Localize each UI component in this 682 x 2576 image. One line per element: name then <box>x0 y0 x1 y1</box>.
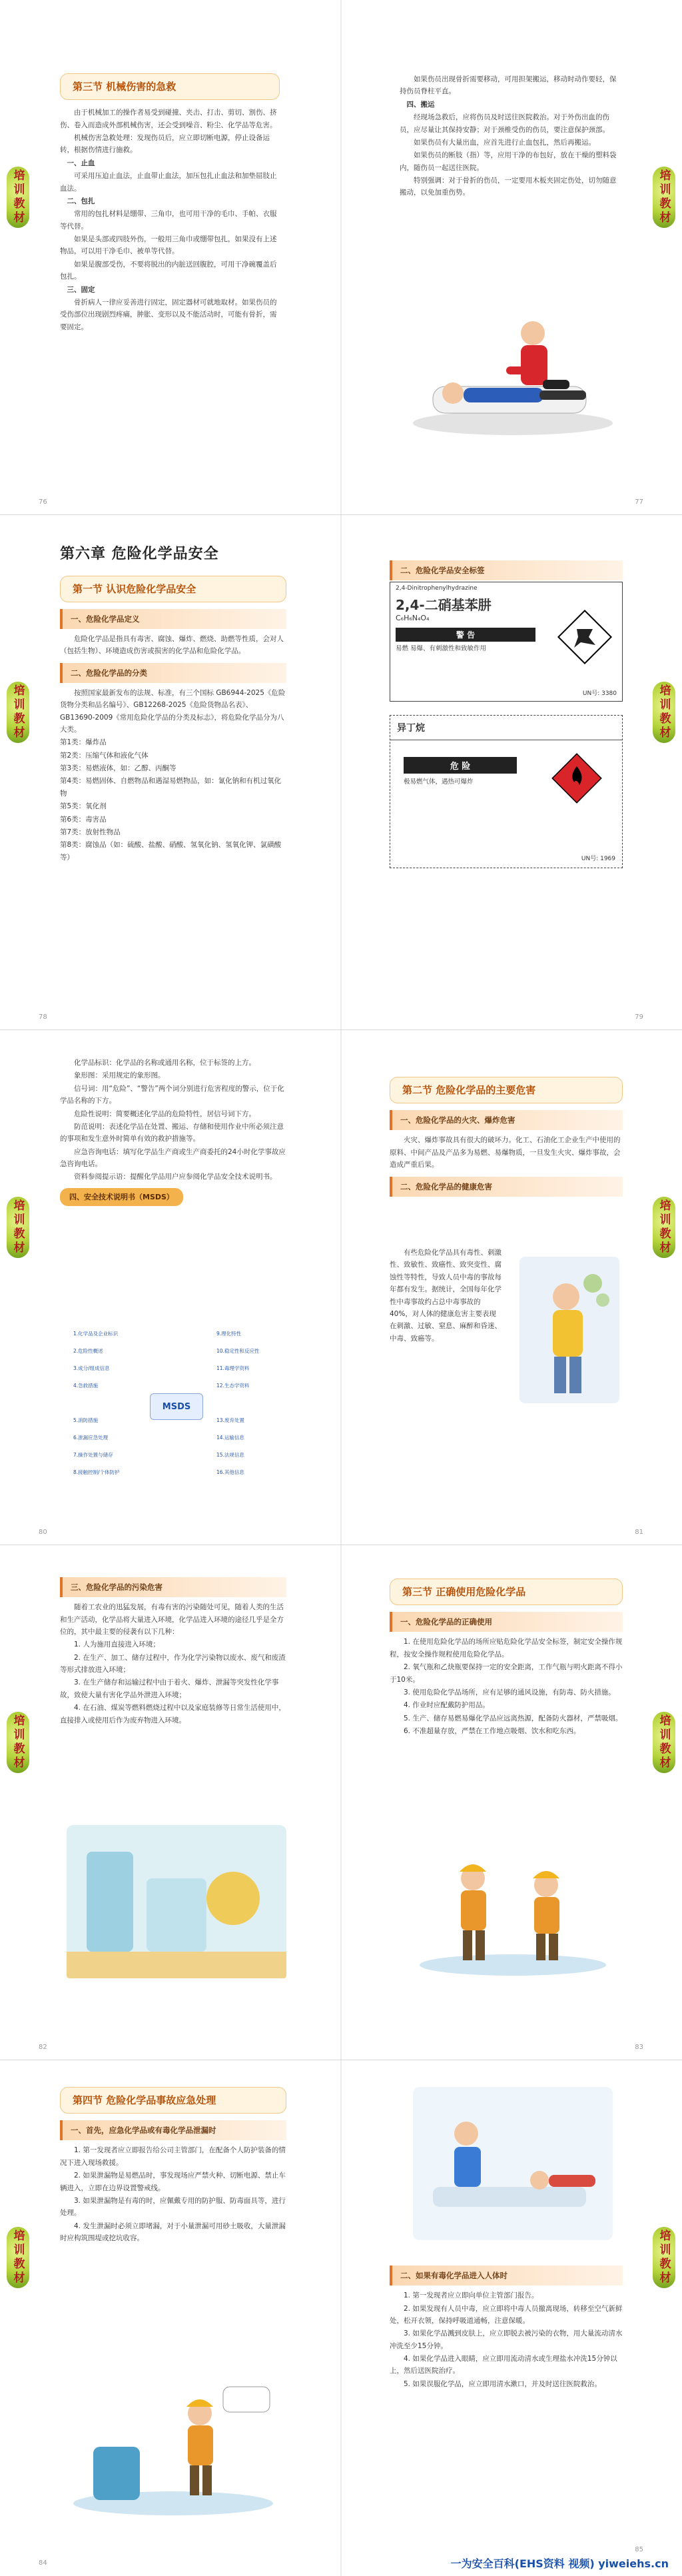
paragraph: 经现场急救后，应将伤员及时送往医院救治。对于外伤出血的伤员，应尽量让其保持安静；对于颈椎受伤的伤员，要注意保护颈部。 <box>400 113 609 134</box>
msds-item: 1.化学品及企业标识 <box>73 1331 119 1337</box>
paragraph: 火灾、爆炸事故具有很大的破坏力。化工、石油化工企业生产中使用的原料、中间产品及产品多为易燃、易爆物质，一旦发生火灾、爆炸事故，会造成严重后果。 <box>390 1136 621 1169</box>
paragraph: 危险化学品是指具有毒害、腐蚀、爆炸、燃烧、助燃等性质，会对人（包括生物）、环境造成伤害或损害的化学品和危险化学品。 <box>60 634 284 656</box>
subheading-bar: 二、危险化学品安全标签 <box>390 560 623 580</box>
paragraph: 可采用压迫止血法，止血带止血法，加压包扎止血法和加垫屈肢止血法。 <box>60 172 277 193</box>
paragraph: 1. 第一发现者应立即报告给公司主管部门，在配备个人防护装备的情况下进入现场救援。 <box>60 2146 286 2167</box>
msds-item: 10.稳定性和反应性 <box>216 1348 260 1354</box>
left-page-column <box>60 542 286 864</box>
spread-3 <box>0 1030 682 1545</box>
spread-4 <box>0 1545 682 2060</box>
paragraph: 5. 生产、储存易燃易爆化学品应远离热源，配备防火器材，严禁吸烟。 <box>404 1714 623 1722</box>
side-tab-right: 培训教材 <box>653 1712 675 1773</box>
paragraph: 6. 不准超量存放，严禁在工作地点吸烟、饮水和吃东西。 <box>404 1727 581 1735</box>
subheading-bar: 一、危险化学品的正确使用 <box>390 1612 623 1632</box>
paragraph: 3. 使用危险化学品场所，应有足够的通风设施，有防毒、防火措施。 <box>404 1688 615 1696</box>
section-title: 第四节 危险化学品事故应急处理 <box>60 2087 286 2114</box>
safety-label-card <box>390 582 623 702</box>
worker-poisoning-illustration <box>513 1243 626 1417</box>
chemical-formula: C₆H₆N₄O₄ <box>396 614 430 622</box>
paragraph: 4. 在石油、煤炭等燃料燃烧过程中以及家庭装修等日常生活使用中，直接排入或使用后作为废弃物进入环境。 <box>60 1704 286 1724</box>
paragraph: 骨折病人一律应妥善进行固定，固定器材可就地取材。如果伤员的受伤部位出现剧烈疼痛，肿胀、变形以及不能活动时，可能有骨折，需要固定。 <box>60 298 277 331</box>
side-tab-right: 培训教材 <box>653 2227 675 2288</box>
paragraph: 由于机械加工的操作者易受到碰撞、夹击、打击、剪切、割伤、挤伤、卷入而造成外部机械伤害，还会受到噪音、粉尘、化学品等危害。 <box>60 109 277 129</box>
signal-word: 危 险 <box>404 757 517 774</box>
paragraph: 3. 如果化学品溅到皮肤上，应立即脱去被污染的衣物，用大量流动清水冲洗至少15分钟。 <box>390 2329 623 2350</box>
subheading-bar: 二、如果有毒化学品进入人体时 <box>390 2265 623 2285</box>
first-aid-illustration <box>406 287 619 440</box>
msds-item: 4.急救措施 <box>73 1383 99 1389</box>
msds-item: 15.法规信息 <box>216 1452 244 1458</box>
page-number: 85 <box>635 2546 643 2553</box>
chemical-name-en: 2,4-Dinitrophenylhydrazine <box>396 585 478 592</box>
spread-5 <box>0 2060 682 2576</box>
hazard-statement: 极易燃气体，遇热可爆炸 <box>404 778 474 786</box>
paragraph: 象形图：采用规定的象形图。 <box>74 1071 165 1080</box>
paragraph: 5. 如果误服化学品，应立即用清水漱口，并及时送往医院救治。 <box>404 2379 601 2388</box>
class-item: 第4类：易燃固体、自燃物品和遇湿易燃物品，如：氰化钠和有机过氧化物 <box>60 777 282 798</box>
paragraph: 1. 第一发现者应立即向单位主管部门报告。 <box>404 2291 539 2300</box>
spine-divider <box>340 515 342 1030</box>
side-tab-right: 培训教材 <box>653 682 675 743</box>
page-number: 76 <box>39 498 47 506</box>
rescue-illustration <box>413 2087 613 2240</box>
page-number: 81 <box>635 1529 643 1536</box>
left-page-column <box>60 2087 286 2245</box>
paragraph: 随着工农业的迅猛发展，有毒有害的污染随处可见，随着人类的生活和生产活动，化学品将大量进入环境，化学品进入环境的途径几乎是全方位的，其中最主要的侵袭有以下几种： <box>60 1603 284 1636</box>
flammable-gas-icon <box>551 753 602 804</box>
chapter-title: 第六章 危险化学品安全 <box>60 546 219 562</box>
subheading: 三、固定 <box>67 285 95 294</box>
right-page-column <box>390 2260 623 2391</box>
explosive-hazard-icon <box>557 609 613 665</box>
chemical-lab-illustration <box>67 1825 286 1978</box>
spine-divider <box>340 2060 342 2576</box>
subheading: 二、包扎 <box>67 197 95 205</box>
right-page-column <box>390 1077 623 1201</box>
msds-item: 7.操作处置与储存 <box>73 1452 113 1458</box>
class-item: 第6类：毒害品 <box>60 815 107 824</box>
msds-item: 2.危险性概述 <box>73 1348 103 1354</box>
subheading-bar: 一、首先，应急化学品或有毒化学品泄漏时 <box>60 2120 286 2140</box>
msds-item: 12.生态学资料 <box>216 1383 250 1389</box>
paragraph: 防范说明：表述化学品在处置、搬运、存储和使用作业中所必须注意的事项和发生意外时简单有效的救护措施等。 <box>60 1122 284 1143</box>
paragraph: 特别强调：对于骨折的伤员，一定要用木板夹固定伤处，切勿随意搬动，以免加重伤势。 <box>400 177 617 197</box>
paragraph: 2. 在生产、加工、储存过程中，作为化学污染物以废水、废气和废渣等形式排放进入环境； <box>60 1653 286 1674</box>
paragraph: 常用的包扎材料是绷带、三角巾，也可用干净的毛巾、手帕、衣服等代替。 <box>60 210 277 231</box>
health-hazard-text <box>390 1247 503 1345</box>
un-number: UN号: 3380 <box>582 690 617 697</box>
subheading: 一、止血 <box>67 159 95 167</box>
paragraph: 如果是腹部受伤，不要将脱出的内脏送回腹腔，可用干净碗覆盖后包扎。 <box>60 260 277 281</box>
subheading: 四、搬运 <box>406 100 435 109</box>
side-tab-left: 培训教材 <box>7 2227 29 2288</box>
left-page-column <box>60 1572 286 1727</box>
paragraph: 4. 如果化学品进入眼睛，应立即用流动清水或生理盐水冲洗15分钟以上，然后送医院治疗。 <box>390 2355 617 2375</box>
left-page-column <box>60 1057 286 1210</box>
page-number: 79 <box>635 1013 643 1021</box>
leak-response-illustration <box>67 2373 280 2520</box>
msds-item: 14.运输信息 <box>216 1435 244 1441</box>
paragraph: 如果是头部或四肢外伤，一般用三角巾或绷带包扎，如果没有上述物品，可以用干净毛巾、被单等代替。 <box>60 235 277 256</box>
msds-item: 9.理化特性 <box>216 1331 242 1337</box>
spine-divider <box>340 0 342 515</box>
un-number: UN号: 1969 <box>581 856 615 862</box>
page-number: 77 <box>635 498 643 506</box>
paragraph: 2. 氧气瓶和乙炔瓶要保持一定的安全距离，工作气瓶与明火距离不得小于10米。 <box>390 1663 623 1684</box>
msds-diagram <box>73 1330 280 1483</box>
page-number: 78 <box>39 1013 47 1021</box>
safety-label-card <box>390 715 623 868</box>
class-item: 第7类：放射性物品 <box>60 828 121 836</box>
subheading-bar: 二、危险化学品的健康危害 <box>390 1177 623 1197</box>
paragraph: 4. 作业时应配戴防护用品。 <box>404 1701 490 1710</box>
right-page-column <box>400 73 619 200</box>
paragraph: 如果伤员出现骨折需要移动，可用担架搬运，移动时动作要轻，保持伤员脊柱平直。 <box>400 75 617 96</box>
msds-item: 5.消防措施 <box>73 1417 99 1423</box>
side-tab-left: 培训教材 <box>7 1197 29 1258</box>
class-item: 第2类：压缩气体和液化气体 <box>60 751 149 760</box>
msds-heading: 四、安全技术说明书（MSDS） <box>60 1188 183 1206</box>
spread-1 <box>0 0 682 515</box>
page-number: 80 <box>39 1529 47 1536</box>
spine-divider <box>340 1545 342 2060</box>
footer-link[interactable]: 一为安全百科(EHS资料 视频) yiweiehs.cn <box>450 2557 669 2570</box>
side-tab-right: 培训教材 <box>653 167 675 228</box>
subheading-bar: 二、危险化学品的分类 <box>60 663 286 683</box>
chemical-name: 异丁烷 <box>390 716 622 740</box>
paragraph: 3. 如果泄漏物是有毒的时，应佩戴专用的防护服、防毒面具等，进行处理。 <box>60 2196 286 2218</box>
page-number: 83 <box>635 2044 643 2051</box>
paragraph: 危险性说明：简要概述化学品的危险特性，居信号词下方。 <box>74 1109 256 1118</box>
side-tab-left: 培训教材 <box>7 682 29 743</box>
side-tab-left: 培训教材 <box>7 167 29 228</box>
section-title: 第三节 正确使用危险化学品 <box>390 1579 623 1605</box>
paragraph: 如果伤员的断肢（指）等，应用干净的布包好，放在干燥的塑料袋内，随伤员一起送往医院。 <box>400 151 617 172</box>
subheading-bar: 三、危险化学品的污染危害 <box>60 1577 286 1597</box>
class-item: 第3类：易燃液体，如：乙醇、丙酮等 <box>60 764 176 772</box>
msds-item: 11.毒理学资料 <box>216 1365 250 1371</box>
left-page-column <box>60 73 280 334</box>
paragraph: 应急咨询电话：填写化学品生产商或生产商委托的24小时化学事故应急咨询电话。 <box>60 1147 286 1168</box>
section-title: 第二节 危险化学品的主要危害 <box>390 1077 623 1103</box>
chemical-name: 2,4-二硝基苯肼 <box>396 597 492 613</box>
paragraph: 资料参阅提示语：提醒化学品用户应参阅化学品安全技术说明书。 <box>74 1173 277 1181</box>
side-tab-right: 培训教材 <box>653 1197 675 1258</box>
page-number: 82 <box>39 2044 47 2051</box>
paragraph: 3. 在生产储存和运输过程中由于着火、爆炸、泄漏等突发性化学事故，致使大量有害化学品外泄进入环境； <box>60 1678 279 1699</box>
right-page-column <box>390 555 623 584</box>
class-item: 第8类：腐蚀品（如：硫酸、盐酸、硝酸、氢氧化钠、氢氧化钾、氯磺酸等） <box>60 841 282 862</box>
msds-center-label: MSDS <box>150 1393 203 1420</box>
section-title: 第一节 认识危险化学品安全 <box>60 576 286 602</box>
hazard-statement: 易燃 易爆、有刺激性和致敏作用 <box>396 645 487 652</box>
paragraph: 2. 如果泄漏物是易燃品时，事发现场应严禁火种、切断电源、禁止车辆进入，立即在边界设置警戒线。 <box>60 2172 286 2192</box>
signal-word: 警 告 <box>396 628 535 642</box>
msds-item: 16.其他信息 <box>216 1469 244 1475</box>
paragraph: 有些危险化学品具有毒性、刺激性、致敏性、致癌性、致突变性、腐蚀性等特性，导致人员中毒的事故每年都有发生。据统计，全国每年化学性中毒事故约占总中毒事故的40%，对人体的健康危害主要表现在刺激、过敏、窒息、麻醉和昏迷、中毒、致癌等。 <box>390 1249 502 1343</box>
paragraph: 1. 人为施用直接进入环境； <box>74 1640 160 1649</box>
class-item: 第1类：爆炸品 <box>60 738 107 747</box>
paragraph: 化学品标识：化学品的名称或通用名称，位于标签的上方。 <box>74 1059 256 1067</box>
msds-item: 6.泄漏应急处理 <box>73 1435 109 1441</box>
spread-2 <box>0 515 682 1030</box>
section-title: 第三节 机械伤害的急救 <box>60 73 280 100</box>
paragraph: 如果伤员有大量出血，应首先进行止血包扎，然后再搬运。 <box>414 138 595 147</box>
paragraph: 2. 如果发现有人员中毒，应立即将中毒人员撤离现场，转移至空气新鲜处，松开衣领，保持呼吸道通畅，注意保暖。 <box>390 2304 623 2325</box>
subheading-bar: 一、危险化学品的火灾、爆炸危害 <box>390 1110 623 1130</box>
subheading-bar: 一、危险化学品定义 <box>60 609 286 629</box>
class-item: 第5类：氧化剂 <box>60 802 107 811</box>
msds-item: 3.成分/组成信息 <box>73 1365 110 1371</box>
workers-illustration <box>413 1845 613 1978</box>
msds-item: 8.接触控制/个体防护 <box>73 1469 120 1475</box>
msds-item: 13.废弃处置 <box>216 1417 244 1423</box>
paragraph: 1. 在使用危险化学品的场所应贴危险化学品安全标签，制定安全操作规程，按安全操作规程使用危险化学品。 <box>390 1638 623 1658</box>
page-number: 84 <box>39 2559 47 2567</box>
side-tab-left: 培训教材 <box>7 1712 29 1773</box>
paragraph: 信号词：用“危险”、“警告”两个词分别进行危害程度的警示，位于化学品名称的下方。 <box>60 1084 284 1105</box>
right-page-column <box>390 1579 623 1738</box>
paragraph: 4. 发生泄漏时必须立即堵漏，对于小量泄漏可用砂土吸收，大量泄漏时应构筑围堤或挖坑收容。 <box>60 2222 286 2242</box>
paragraph: 按照国家最新发布的法规、标准，有三个国标 GB6944-2025《危险货物分类和品名编号》、GB12268-2025《危险货物品名表》、GB13690-2009《常用危险化学品的分类及标志》，将危险化学品分为八大类。 <box>60 688 286 734</box>
paragraph: 机械伤害急救处理：发现伤员后，应立即切断电源，停止设备运转，根据伤情进行施救。 <box>60 134 270 155</box>
spine-divider <box>340 1030 342 1545</box>
